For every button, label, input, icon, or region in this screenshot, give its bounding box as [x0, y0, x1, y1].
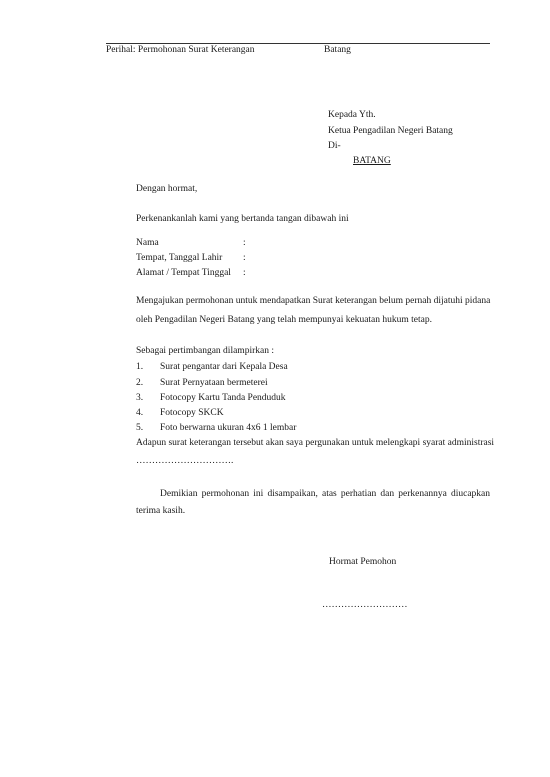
purpose-line-1: Adapun surat keterangan tersebut akan saya pergunakan untuk melengkapi syarat administrasi	[136, 438, 495, 448]
field-label-ttl: Tempat, Tanggal Lahir	[136, 253, 223, 263]
field-colon: :	[243, 238, 246, 248]
header-rule	[106, 43, 490, 44]
list-item: Foto berwarna ukuran 4x6 1 lembar	[160, 423, 297, 433]
field-colon: :	[243, 268, 246, 278]
list-item-number: 2.	[136, 378, 144, 388]
attachments-heading: Sebagai pertimbangan dilampirkan :	[136, 346, 274, 356]
field-colon: :	[243, 253, 246, 263]
recipient-line-2: Ketua Pengadilan Negeri Batang	[328, 126, 453, 136]
subject-line: Perihal: Permohonan Surat Keterangan	[106, 45, 255, 55]
greeting: Dengan hormat,	[136, 184, 198, 194]
letter-place: Batang	[324, 45, 351, 55]
recipient-line-1: Kepada Yth.	[328, 110, 376, 120]
list-item-number: 3.	[136, 393, 144, 403]
list-item: Fotocopy SKCK	[160, 408, 224, 418]
request-line-1: Mengajukan permohonan untuk mendapatkan Surat keterangan belum pernah dijatuhi pidana	[136, 296, 491, 306]
field-label-nama: Nama	[136, 238, 159, 248]
intro-text: Perkenankanlah kami yang bertanda tangan dibawah ini	[136, 214, 349, 224]
list-item: Surat pengantar dari Kepala Desa	[160, 362, 288, 372]
field-label-alamat: Alamat / Tempat Tinggal	[136, 268, 231, 278]
recipient-line-3: Di-	[328, 141, 341, 151]
list-item-number: 5.	[136, 423, 144, 433]
list-item: Fotocopy Kartu Tanda Penduduk	[160, 393, 286, 403]
request-line-2: oleh Pengadilan Negeri Batang yang telah mempunyai kekuatan hukum tetap.	[136, 315, 432, 325]
list-item: Surat Pernyataan bermeterei	[160, 378, 268, 388]
closing-line-2: terima kasih.	[136, 506, 186, 516]
list-item-number: 4.	[136, 408, 144, 418]
purpose-line-2: ………………………….	[136, 456, 234, 466]
closing-line-1: Demikian permohonan ini disampaikan, atas perhatian dan perkenannya diucapkan	[160, 489, 490, 499]
list-item-number: 1.	[136, 362, 144, 372]
recipient-city: BATANG	[353, 156, 391, 166]
signature-placeholder: ………………………	[322, 600, 408, 610]
signature-title: Hormat Pemohon	[329, 557, 397, 567]
